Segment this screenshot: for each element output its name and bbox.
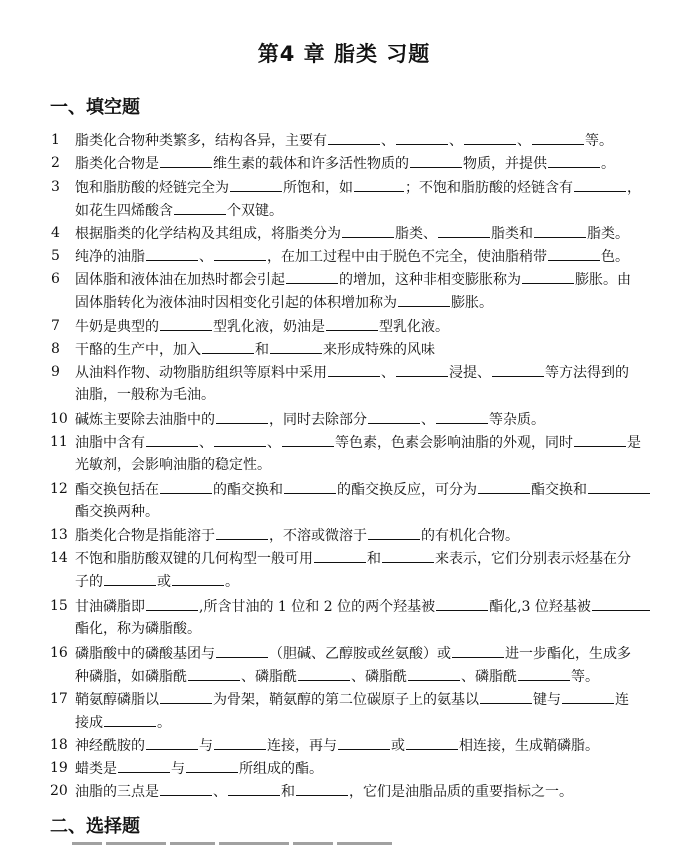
question-text: 等色素，色素会影响油脂的外观，同时 (335, 435, 573, 451)
answer-blank[interactable] (202, 339, 254, 354)
answer-blank[interactable] (532, 130, 584, 145)
question-text: 碱炼主要除去油脂中的 (75, 412, 215, 428)
answer-blank[interactable] (548, 153, 600, 168)
answer-blank[interactable] (408, 666, 460, 681)
question-text: 脂类、 (395, 226, 437, 242)
question-text: 、磷脂酰 (351, 669, 407, 685)
answer-blank[interactable] (214, 735, 266, 750)
question-text: 和 (367, 551, 381, 567)
question-number: 7 (51, 318, 60, 334)
question-text: 、 (381, 365, 395, 381)
answer-blank[interactable] (146, 432, 198, 447)
question-text-line (75, 223, 687, 245)
question-text: 、 (199, 249, 213, 265)
question-text: 和 (281, 784, 295, 800)
question-text: 酯交换两种。 (75, 504, 159, 520)
question-text: 连 (615, 692, 629, 708)
question-text: 色。 (601, 249, 629, 265)
answer-blank[interactable] (574, 432, 626, 447)
question-text: 、 (381, 133, 395, 149)
answer-blank[interactable] (492, 362, 544, 377)
answer-blank[interactable] (406, 735, 458, 750)
question-text-line (75, 269, 687, 291)
question-number: 3 (51, 179, 60, 195)
answer-blank[interactable] (328, 130, 380, 145)
question-text: 、磷脂酰 (241, 669, 297, 685)
question-text: 、 (421, 412, 435, 428)
question-text-line (75, 596, 687, 618)
question-text-line (75, 548, 687, 570)
answer-blank[interactable] (562, 689, 614, 704)
question-number: 1 (51, 132, 60, 148)
question-text: 等方法得到的 (545, 365, 629, 381)
section-heading-choice: 二、选择题 (50, 816, 140, 837)
question-text-line (75, 479, 687, 501)
question-text-line (75, 735, 687, 757)
question-text: 的酯交换反应，可分为 (337, 482, 477, 498)
question-number: 6 (51, 271, 60, 287)
question-text: 脂类。 (587, 226, 629, 242)
question-text: 型乳化液。 (379, 319, 449, 335)
answer-blank[interactable] (146, 735, 198, 750)
question-number: 11 (50, 434, 68, 450)
question-text: ， (627, 180, 641, 196)
answer-blank[interactable] (438, 223, 490, 238)
answer-blank[interactable] (284, 479, 336, 494)
question-text: 酯交换包括在 (75, 482, 159, 498)
question-text: 从油料作物、动物脂肪组织等原料中采用 (75, 365, 327, 381)
question-text: 、 (213, 784, 227, 800)
answer-blank[interactable] (592, 596, 650, 611)
question-text: 所饱和，如 (283, 180, 353, 196)
question-text-line (75, 339, 687, 361)
question-text: 键与 (533, 692, 561, 708)
answer-blank[interactable] (354, 177, 404, 192)
question-text-line (75, 177, 687, 199)
question-text: 相连接，生成鞘磷脂。 (459, 738, 599, 754)
question-text: 固体脂和液体油在加热时都会引起 (75, 272, 285, 288)
question-text: 来形成特殊的风味 (323, 342, 435, 358)
question-text: 所组成的酯。 (239, 761, 323, 777)
question-text-line (75, 409, 687, 431)
answer-blank[interactable] (396, 130, 448, 145)
question-text: 的有机化合物。 (421, 528, 519, 544)
question-text: 和 (255, 342, 269, 358)
question-text: 油脂的三点是 (75, 784, 159, 800)
answer-blank[interactable] (228, 781, 280, 796)
question-text: 。 (601, 156, 615, 172)
question-text: 等。 (585, 133, 613, 149)
question-text: 如花生四烯酸含 (75, 203, 173, 219)
answer-blank[interactable] (522, 269, 574, 284)
question-text: 、 (449, 133, 463, 149)
question-text: 与 (199, 738, 213, 754)
answer-blank[interactable] (398, 292, 450, 307)
answer-blank[interactable] (160, 781, 212, 796)
question-number: 2 (51, 155, 60, 171)
answer-blank[interactable] (160, 479, 212, 494)
question-text: 或 (157, 574, 171, 590)
answer-blank[interactable] (534, 223, 586, 238)
question-text: 根据脂类的化学结构及其组成，将脂类分为 (75, 226, 341, 242)
answer-blank[interactable] (214, 246, 266, 261)
question-number: 17 (50, 691, 68, 707)
question-text: ；不饱和脂肪酸的烃链含有 (405, 180, 573, 196)
question-text-line (75, 292, 687, 314)
question-text-line (75, 200, 687, 222)
question-text: 或 (391, 738, 405, 754)
answer-blank[interactable] (436, 596, 488, 611)
question-text: 型乳化液，奶油是 (213, 319, 325, 335)
answer-blank[interactable] (574, 177, 626, 192)
question-text: 固体脂转化为液体油时因相变化引起的体积增加称为 (75, 295, 397, 311)
answer-blank[interactable] (216, 643, 268, 658)
question-text-line (75, 385, 687, 407)
answer-blank[interactable] (296, 781, 348, 796)
question-text: 牛奶是典型的 (75, 319, 159, 335)
question-text-line (75, 502, 687, 524)
answer-blank[interactable] (478, 479, 530, 494)
answer-blank[interactable] (160, 689, 212, 704)
question-text: 酯化，称为磷脂酸。 (75, 621, 201, 637)
question-text: 、 (517, 133, 531, 149)
answer-blank[interactable] (270, 339, 322, 354)
answer-blank[interactable] (368, 409, 420, 424)
question-text: 、 (199, 435, 213, 451)
answer-blank[interactable] (174, 200, 226, 215)
answer-blank[interactable] (286, 269, 338, 284)
answer-blank[interactable] (436, 409, 488, 424)
question-text: ，同时去除部分 (269, 412, 367, 428)
answer-blank[interactable] (216, 409, 268, 424)
question-text: 维生素的载体和许多活性物质的 (213, 156, 409, 172)
question-text: 浸提、 (449, 365, 491, 381)
question-text: 等杂质。 (489, 412, 545, 428)
question-number: 9 (51, 364, 60, 380)
question-text-line (75, 153, 687, 175)
question-text: 是 (627, 435, 641, 451)
question-text: 鞘氨醇磷脂以 (75, 692, 159, 708)
question-text: 油脂，一般称为毛油。 (75, 387, 215, 403)
question-text: ，不溶或微溶于 (269, 528, 367, 544)
section-heading-fill-blank: 一、填空题 (50, 97, 140, 118)
question-text-line (75, 455, 687, 477)
question-text: 物质，并提供 (463, 156, 547, 172)
question-text-line (75, 246, 687, 268)
question-number: 19 (50, 760, 68, 776)
question-text-line (75, 619, 687, 641)
question-text: 的酯交换和 (213, 482, 283, 498)
answer-blank[interactable] (480, 689, 532, 704)
question-text: 。 (157, 715, 171, 731)
answer-blank[interactable] (410, 153, 462, 168)
question-number: 5 (51, 248, 60, 264)
question-text: 与 (171, 761, 185, 777)
answer-blank[interactable] (338, 735, 390, 750)
answer-blank[interactable] (326, 316, 378, 331)
question-text: ,所含甘油的 1 位和 2 位的两个羟基被 (199, 599, 436, 615)
question-text: 脂类化合物是 (75, 156, 159, 172)
question-text: 进一步酯化，生成多 (505, 646, 631, 662)
answer-blank[interactable] (118, 758, 170, 773)
question-text: 不饱和脂肪酸双键的几何构型一般可用 (75, 551, 313, 567)
question-text-line (75, 781, 687, 803)
answer-blank[interactable] (146, 246, 198, 261)
question-text: 个双键。 (227, 203, 283, 219)
question-text: 甘油磷脂即 (75, 599, 145, 615)
answer-blank[interactable] (146, 596, 198, 611)
question-text: 干酪的生产中，加入 (75, 342, 201, 358)
question-text-line (75, 643, 687, 665)
question-number: 12 (50, 481, 68, 497)
question-text: 连接，再与 (267, 738, 337, 754)
answer-blank[interactable] (518, 666, 570, 681)
question-number: 4 (51, 225, 60, 241)
question-number: 8 (51, 341, 60, 357)
question-text: ，它们是油脂品质的重要指标之一。 (349, 784, 573, 800)
question-text-line (75, 666, 687, 688)
question-text: 来表示，它们分别表示烃基在分 (435, 551, 631, 567)
answer-blank[interactable] (104, 571, 156, 586)
question-text-line (75, 712, 687, 734)
cut-off-text-row (72, 842, 452, 854)
question-text: 为骨架，鞘氨醇的第二位碳原子上的氨基以 (213, 692, 479, 708)
question-text: 磷脂酸中的磷酸基团与 (75, 646, 215, 662)
answer-blank[interactable] (216, 525, 268, 540)
question-text-line (75, 130, 687, 152)
answer-blank[interactable] (214, 432, 266, 447)
page-title: 第4 章 脂类 习题 (257, 42, 431, 66)
question-text: 纯净的油脂 (75, 249, 145, 265)
question-text-line (75, 316, 687, 338)
answer-blank[interactable] (160, 153, 212, 168)
question-text: 油脂中含有 (75, 435, 145, 451)
question-text: 神经酰胺的 (75, 738, 145, 754)
question-number: 16 (50, 645, 68, 661)
question-text: 种磷脂，如磷脂酰 (75, 669, 187, 685)
answer-blank[interactable] (588, 479, 650, 494)
answer-blank[interactable] (104, 712, 156, 727)
question-number: 13 (50, 527, 68, 543)
answer-blank[interactable] (188, 666, 240, 681)
question-text-line (75, 525, 687, 547)
question-text: 子的 (75, 574, 103, 590)
answer-blank[interactable] (342, 223, 394, 238)
question-text: 膨胀。由 (575, 272, 631, 288)
question-text-line (75, 362, 687, 384)
answer-blank[interactable] (464, 130, 516, 145)
answer-blank[interactable] (282, 432, 334, 447)
answer-blank[interactable] (368, 525, 420, 540)
question-text: 饱和脂肪酸的烃链完全为 (75, 180, 229, 196)
question-text-line (75, 689, 687, 711)
question-text: 接成 (75, 715, 103, 731)
question-text: 蜡类是 (75, 761, 117, 777)
question-text: 。 (225, 574, 239, 590)
question-number: 18 (50, 737, 68, 753)
question-text-line (75, 758, 687, 780)
answer-blank[interactable] (298, 666, 350, 681)
answer-blank[interactable] (314, 548, 366, 563)
answer-blank[interactable] (396, 362, 448, 377)
question-text: ，在加工过程中由于脱色不完全，使油脂稍带 (267, 249, 547, 265)
question-text: 的增加，这种非相变膨胀称为 (339, 272, 521, 288)
question-text: 脂类化合物种类繁多，结构各异，主要有 (75, 133, 327, 149)
answer-blank[interactable] (230, 177, 282, 192)
question-text: 、 (267, 435, 281, 451)
question-text: （胆碱、乙醇胺或丝氨酸）或 (269, 646, 451, 662)
question-number: 15 (50, 598, 68, 614)
question-text: 脂类化合物是指能溶于 (75, 528, 215, 544)
question-text: 膨胀。 (451, 295, 493, 311)
answer-blank[interactable] (328, 362, 380, 377)
answer-blank[interactable] (160, 316, 212, 331)
question-number: 14 (50, 550, 68, 566)
question-text: 、磷脂酰 (461, 669, 517, 685)
answer-blank[interactable] (172, 571, 224, 586)
answer-blank[interactable] (548, 246, 600, 261)
question-text-line (75, 571, 687, 593)
question-text: 等。 (571, 669, 599, 685)
question-text: 酯交换和 (531, 482, 587, 498)
question-number: 20 (50, 783, 68, 799)
question-text: 酯化,3 位羟基被 (489, 599, 591, 615)
answer-blank[interactable] (382, 548, 434, 563)
question-text-line (75, 432, 687, 454)
question-text: 光敏剂，会影响油脂的稳定性。 (75, 457, 271, 473)
question-text: 脂类和 (491, 226, 533, 242)
question-number: 10 (50, 411, 68, 427)
answer-blank[interactable] (452, 643, 504, 658)
answer-blank[interactable] (186, 758, 238, 773)
